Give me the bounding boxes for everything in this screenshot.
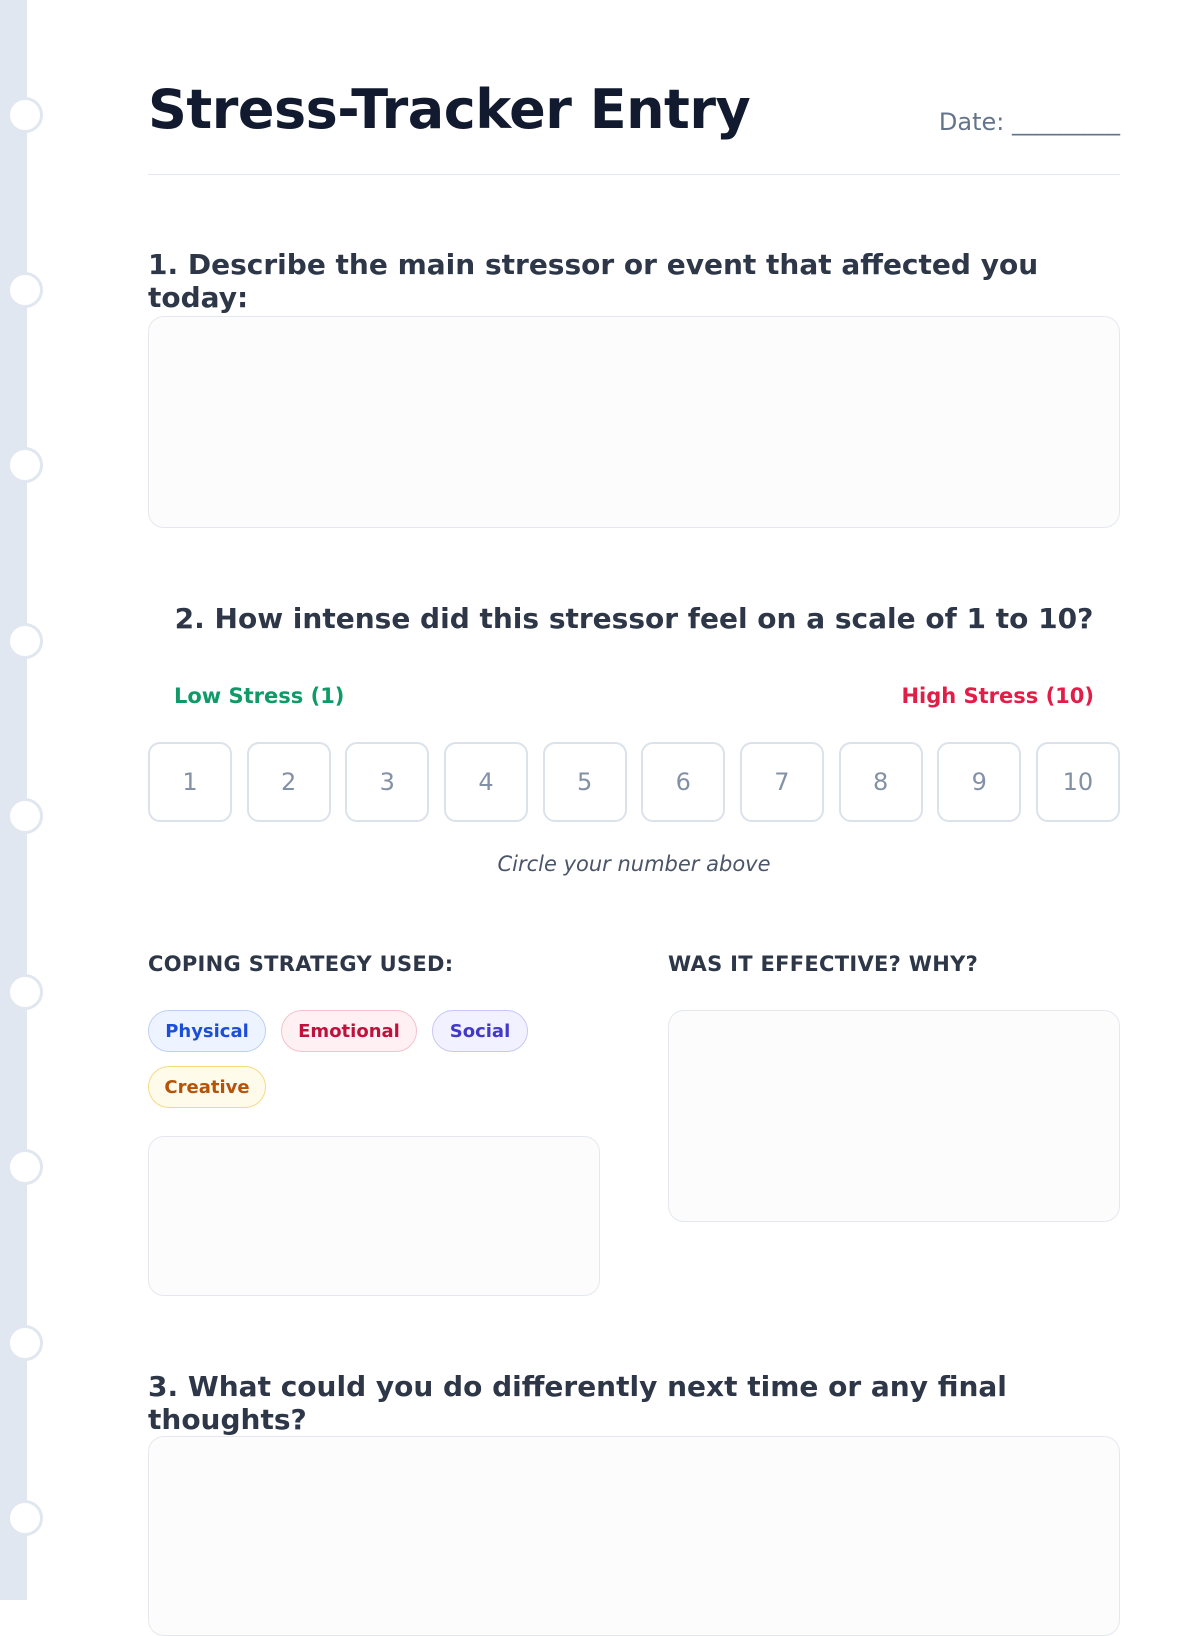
binder-ring	[7, 1500, 43, 1536]
final-thoughts-answer-box[interactable]	[148, 1436, 1120, 1636]
question-3-prompt: 3. What could you do differently next time or any final thoughts?	[148, 1370, 1007, 1436]
binder-ring	[7, 272, 43, 308]
chip-physical[interactable]: Physical	[148, 1010, 266, 1052]
page-header	[148, 78, 1120, 175]
scale-option-8[interactable]: 8	[839, 742, 923, 822]
high-stress-label: High Stress (10)	[901, 684, 1094, 708]
intensity-scale	[148, 742, 1120, 822]
page-title: Stress-Tracker Entry	[148, 78, 751, 141]
chip-emotional[interactable]: Emotional	[281, 1010, 417, 1052]
question-1-prompt: 1. Describe the main stressor or event that affected you today:	[148, 248, 1039, 314]
chip-social[interactable]: Social	[432, 1010, 528, 1052]
binder-ring	[7, 974, 43, 1010]
scale-option-2[interactable]: 2	[247, 742, 331, 822]
binder-ring	[7, 1325, 43, 1361]
coping-strategy-answer-box[interactable]	[148, 1136, 600, 1296]
chip-creative[interactable]: Creative	[148, 1066, 266, 1108]
binder-ring	[7, 447, 43, 483]
stressor-answer-box[interactable]	[148, 316, 1120, 528]
binder-ring	[7, 623, 43, 659]
scale-option-10[interactable]: 10	[1036, 742, 1120, 822]
scale-hint: Circle your number above	[497, 852, 771, 876]
effectiveness-label: WAS IT EFFECTIVE? WHY?	[668, 952, 979, 976]
question-2-prompt: 2. How intense did this stressor feel on a scale of 1 to 10?	[174, 602, 1094, 635]
effectiveness-answer-box[interactable]	[668, 1010, 1120, 1222]
scale-option-3[interactable]: 3	[345, 742, 429, 822]
scale-option-4[interactable]: 4	[444, 742, 528, 822]
coping-strategy-label: COPING STRATEGY USED:	[148, 952, 454, 976]
scale-option-1[interactable]: 1	[148, 742, 232, 822]
scale-option-9[interactable]: 9	[937, 742, 1021, 822]
binder-ring	[7, 798, 43, 834]
date-field[interactable]: Date: _________	[938, 108, 1120, 136]
low-stress-label: Low Stress (1)	[174, 684, 345, 708]
scale-option-7[interactable]: 7	[740, 742, 824, 822]
scale-option-6[interactable]: 6	[641, 742, 725, 822]
binder-ring	[7, 1149, 43, 1185]
scale-option-5[interactable]: 5	[543, 742, 627, 822]
binder-ring	[7, 97, 43, 133]
